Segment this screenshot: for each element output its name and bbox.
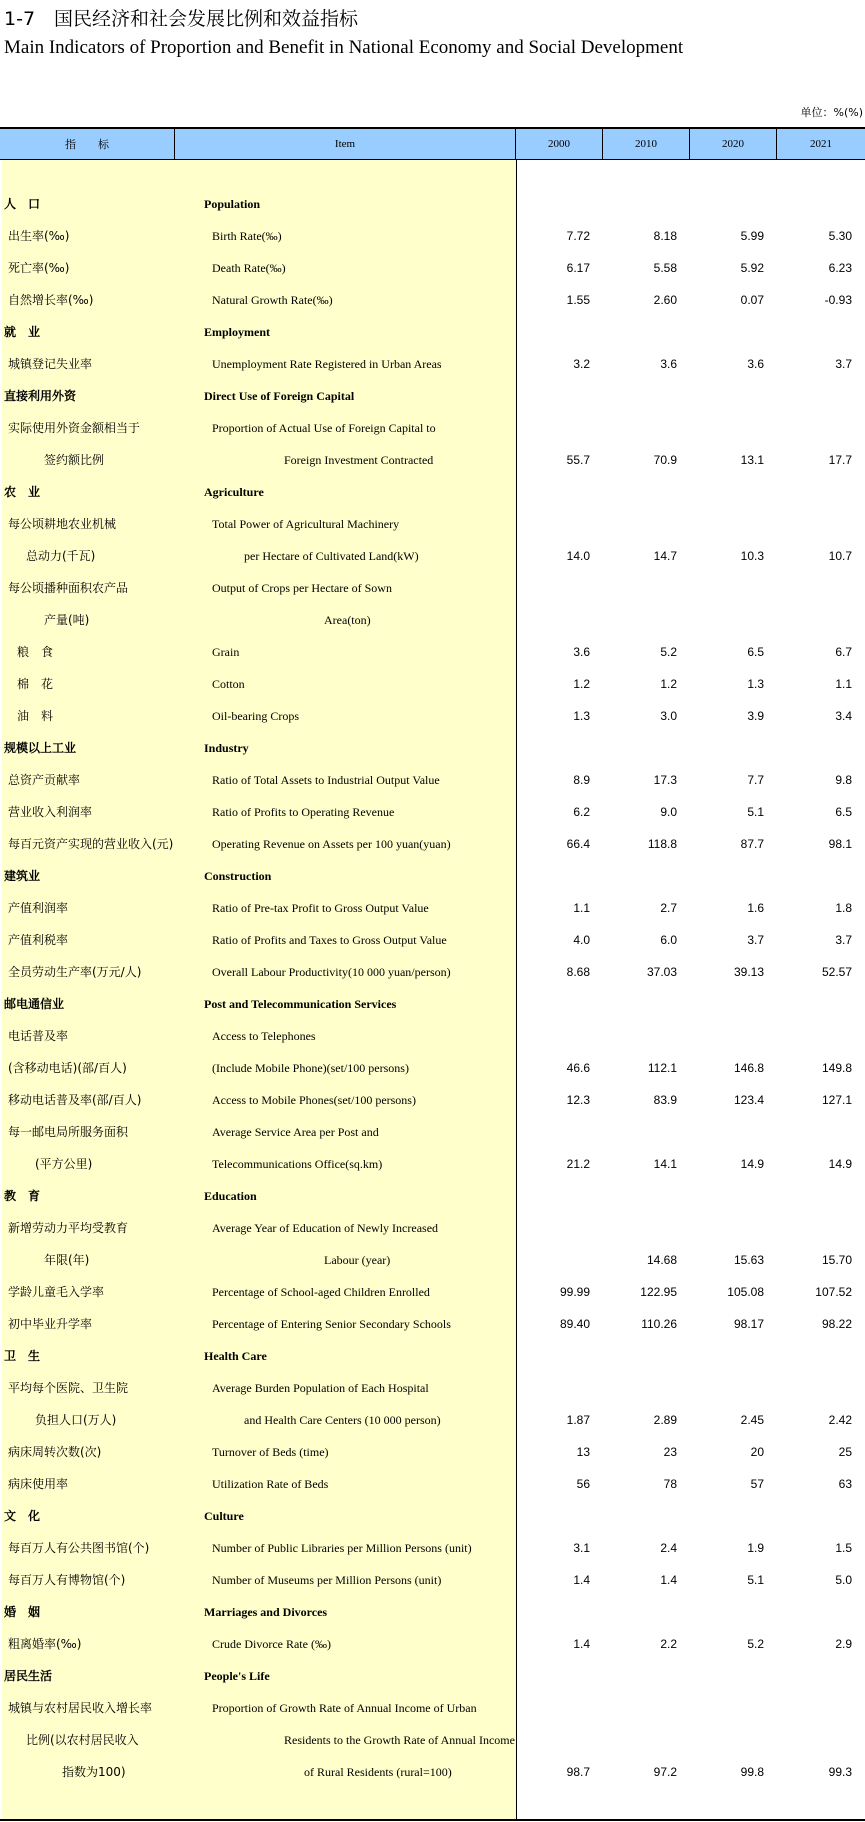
item-label-en: Proportion of Growth Rate of Annual Income of Urban: [212, 1701, 477, 1715]
value-2010: 112.1: [647, 1061, 677, 1075]
item-label-en: Percentage of School-aged Children Enrolled: [212, 1285, 430, 1299]
value-2020: 1.9: [747, 1541, 764, 1555]
value-2021: -0.93: [824, 293, 852, 307]
table-row: [0, 252, 865, 284]
item-label-en: Average Burden Population of Each Hospital: [212, 1381, 429, 1395]
indicator-label-cn: 签约额比例: [44, 453, 105, 467]
value-2010: 14.1: [653, 1157, 677, 1171]
item-label-en: (Include Mobile Phone)(set/100 persons): [212, 1061, 409, 1075]
value-2020: 3.6: [747, 357, 764, 371]
section-row: [0, 1180, 865, 1212]
indicator-label-cn: 总动力(千瓦): [26, 549, 96, 563]
table-row: [0, 1756, 865, 1788]
value-2020: 6.5: [747, 645, 764, 659]
table-row: [0, 1404, 865, 1436]
table-row: [0, 1020, 865, 1052]
header-year-2000: 2000: [516, 129, 603, 159]
value-2020: 105.08: [727, 1285, 764, 1299]
section-label-en: Post and Telecommunication Services: [204, 997, 397, 1011]
value-2021: 5.30: [828, 229, 852, 243]
header-year-2021: 2021: [777, 129, 865, 159]
item-label-en: Grain: [212, 645, 240, 659]
section-label-cn: 卫 生: [4, 1349, 41, 1363]
table-row: [0, 1372, 865, 1404]
value-2000: 14.0: [566, 549, 590, 563]
item-label-en: and Health Care Centers (10 000 person): [244, 1413, 441, 1427]
item-label-en: Birth Rate(‰): [212, 229, 282, 243]
table-row: [0, 828, 865, 860]
value-2000: 8.9: [573, 773, 590, 787]
value-2010: 97.2: [653, 1765, 677, 1779]
value-2020: 14.9: [740, 1157, 764, 1171]
value-2000: 99.99: [559, 1285, 590, 1299]
table-row: [0, 572, 865, 604]
value-2010: 2.60: [653, 293, 677, 307]
item-label-en: Area(ton): [324, 613, 371, 627]
value-2010: 70.9: [653, 453, 677, 467]
page-title-en: Main Indicators of Proportion and Benefit in National Economy and Social Development: [4, 37, 684, 58]
section-row: [0, 1596, 865, 1628]
table-row: [0, 1564, 865, 1596]
table-row: [0, 636, 865, 668]
item-label-en: Access to Mobile Phones(set/100 persons): [212, 1093, 416, 1107]
value-2021: 98.22: [821, 1317, 852, 1331]
value-2020: 5.1: [747, 805, 764, 819]
item-label-en: Ratio of Profits and Taxes to Gross Output Value: [212, 933, 447, 947]
value-2020: 146.8: [733, 1061, 764, 1075]
value-2020: 3.7: [747, 933, 764, 947]
value-2010: 6.0: [660, 933, 677, 947]
value-2021: 107.52: [815, 1285, 852, 1299]
value-2021: 1.1: [835, 677, 852, 691]
item-label-en: Number of Public Libraries per Million Persons (unit): [212, 1541, 472, 1555]
value-2000: 6.2: [573, 805, 590, 819]
indicator-label-cn: 自然增长率(‰): [8, 293, 94, 307]
section-label-en: Population: [204, 197, 261, 211]
item-label-en: Average Year of Education of Newly Increased: [212, 1221, 439, 1235]
section-label-cn: 农 业: [4, 485, 41, 499]
indicator-label-cn: 产值利润率: [8, 901, 69, 915]
value-2021: 52.57: [821, 965, 852, 979]
value-2021: 6.23: [828, 261, 852, 275]
item-label-en: Total Power of Agricultural Machinery: [212, 517, 400, 531]
value-2021: 6.7: [835, 645, 852, 659]
indicator-label-cn: 每公顷播种面积农产品: [8, 581, 129, 595]
table-header: [0, 127, 865, 160]
section-row: [0, 1500, 865, 1532]
value-2000: 8.68: [566, 965, 590, 979]
value-2010: 17.3: [653, 773, 677, 787]
table-row: [0, 1052, 865, 1084]
indicator-label-cn: 负担人口(万人): [35, 1413, 117, 1427]
indicator-label-cn: 总资产贡献率: [8, 773, 81, 787]
table-row: [0, 284, 865, 316]
section-row: [0, 988, 865, 1020]
value-2000: 1.4: [573, 1573, 590, 1587]
value-2021: 3.4: [835, 709, 852, 723]
value-2010: 14.7: [653, 549, 677, 563]
table-row: [0, 1244, 865, 1276]
section-label-cn: 人 口: [4, 197, 41, 211]
indicator-label-cn: 每百万人有公共图书馆(个): [8, 1541, 150, 1555]
section-row: [0, 1660, 865, 1692]
value-2020: 2.45: [740, 1413, 764, 1427]
item-label-en: per Hectare of Cultivated Land(kW): [244, 549, 419, 563]
section-label-cn: 教 育: [4, 1189, 41, 1203]
value-2021: 9.8: [835, 773, 852, 787]
indicator-label-cn: 新增劳动力平均受教育: [8, 1221, 129, 1235]
bottom-rule: [0, 1819, 865, 1821]
section-label-cn: 规模以上工业: [4, 741, 77, 755]
section-row: [0, 316, 865, 348]
indicator-label-cn: 营业收入利润率: [8, 805, 93, 819]
value-2000: 1.3: [573, 709, 590, 723]
indicator-label-cn: 粗离婚率(‰): [8, 1637, 82, 1651]
table-row: [0, 1436, 865, 1468]
value-2020: 5.2: [747, 1637, 764, 1651]
value-2000: 6.17: [566, 261, 590, 275]
table-row: [0, 1308, 865, 1340]
indicator-label-cn: 指数为100): [62, 1765, 126, 1779]
value-2020: 98.17: [733, 1317, 764, 1331]
value-2010: 118.8: [647, 837, 677, 851]
section-label-cn: 居民生活: [4, 1669, 53, 1683]
unit-label: 单位：%(%): [800, 106, 863, 119]
value-2021: 1.8: [835, 901, 852, 915]
value-2000: 1.1: [573, 901, 590, 915]
item-label-en: Ratio of Total Assets to Industrial Output Value: [212, 773, 440, 787]
item-label-en: Foreign Investment Contracted: [284, 453, 434, 467]
item-label-en: Number of Museums per Million Persons (unit): [212, 1573, 442, 1587]
value-2000: 12.3: [566, 1093, 590, 1107]
value-2010: 110.26: [641, 1317, 677, 1331]
page-title-cn: 1-7 国民经济和社会发展比例和效益指标: [4, 8, 359, 30]
value-2000: 1.4: [573, 1637, 590, 1651]
table-row: [0, 508, 865, 540]
value-2021: 6.5: [835, 805, 852, 819]
table-row: [0, 1276, 865, 1308]
value-2020: 10.3: [740, 549, 764, 563]
table-row: [0, 1212, 865, 1244]
table-row: [0, 444, 865, 476]
indicator-label-cn: 移动电话普及率(部/百人): [8, 1093, 142, 1107]
table-row: [0, 220, 865, 252]
table-row: [0, 1692, 865, 1724]
value-2000: 1.55: [566, 293, 590, 307]
item-label-en: Ratio of Profits to Operating Revenue: [212, 805, 395, 819]
indicator-label-cn: 平均每个医院、卫生院: [8, 1381, 129, 1395]
value-2020: 99.8: [740, 1765, 764, 1779]
section-label-en: Construction: [204, 869, 272, 883]
indicator-label-cn: 出生率(‰): [8, 229, 70, 243]
value-2020: 57: [750, 1477, 764, 1491]
value-2020: 5.99: [740, 229, 764, 243]
section-row: [0, 476, 865, 508]
item-label-en: Death Rate(‰): [212, 261, 286, 275]
indicator-label-cn: 电话普及率: [8, 1029, 69, 1043]
indicator-label-cn: 城镇登记失业率: [8, 357, 93, 371]
value-2010: 23: [663, 1445, 677, 1459]
item-label-en: of Rural Residents (rural=100): [304, 1765, 452, 1779]
value-2020: 15.63: [733, 1253, 764, 1267]
indicator-label-cn: 比例(以农村居民收入: [26, 1733, 139, 1747]
value-2021: 17.7: [828, 453, 852, 467]
table-row: [0, 1148, 865, 1180]
table-row: [0, 956, 865, 988]
indicator-label-cn: 棉 花: [17, 677, 54, 691]
value-2021: 99.3: [828, 1765, 852, 1779]
section-label-cn: 建筑业: [4, 869, 41, 883]
value-2021: 1.5: [835, 1541, 852, 1555]
table-row: [0, 1724, 865, 1756]
value-2010: 1.4: [660, 1573, 677, 1587]
value-2010: 1.2: [660, 677, 677, 691]
indicator-label-cn: (平方公里): [35, 1157, 93, 1171]
value-2021: 3.7: [835, 933, 852, 947]
table-row: [0, 412, 865, 444]
value-2021: 2.9: [835, 1637, 852, 1651]
table-row: [0, 700, 865, 732]
value-2020: 1.6: [747, 901, 764, 915]
value-2010: 5.2: [660, 645, 677, 659]
value-2021: 127.1: [821, 1093, 852, 1107]
indicator-label-cn: 全员劳动生产率(万元/人): [8, 965, 142, 979]
section-row: [0, 860, 865, 892]
table-row: [0, 1084, 865, 1116]
item-label-en: Crude Divorce Rate (‰): [212, 1637, 331, 1651]
indicator-label-cn: 年限(年): [44, 1253, 90, 1267]
section-label-en: Direct Use of Foreign Capital: [204, 389, 355, 403]
indicator-label-cn: 病床使用率: [8, 1477, 69, 1491]
value-2000: 46.6: [566, 1061, 590, 1075]
section-label-cn: 直接利用外资: [4, 389, 77, 403]
section-row: [0, 380, 865, 412]
value-2021: 98.1: [828, 837, 852, 851]
indicator-label-cn: 病床周转次数(次): [8, 1445, 102, 1459]
table-row: [0, 668, 865, 700]
indicator-label-cn: 初中毕业升学率: [8, 1317, 93, 1331]
item-label-en: Overall Labour Productivity(10 000 yuan/person): [212, 965, 451, 979]
value-2020: 5.92: [740, 261, 764, 275]
value-2000: 55.7: [566, 453, 590, 467]
item-label-en: Output of Crops per Hectare of Sown: [212, 581, 392, 595]
indicator-label-cn: 产值利税率: [8, 933, 69, 947]
value-2021: 5.0: [835, 1573, 852, 1587]
item-label-en: Access to Telephones: [212, 1029, 316, 1043]
table-row: [0, 924, 865, 956]
section-label-cn: 就 业: [4, 325, 41, 339]
value-2020: 1.3: [747, 677, 764, 691]
value-2021: 10.7: [828, 549, 852, 563]
table-row: [0, 1532, 865, 1564]
value-2010: 9.0: [660, 805, 677, 819]
indicator-label-cn: 死亡率(‰): [8, 261, 70, 275]
value-2010: 3.0: [660, 709, 677, 723]
value-2000: 13: [576, 1445, 590, 1459]
value-2020: 39.13: [733, 965, 764, 979]
value-2000: 3.1: [573, 1541, 590, 1555]
value-2000: 1.2: [573, 677, 590, 691]
table-row: [0, 764, 865, 796]
value-2000: 7.72: [566, 229, 590, 243]
value-2010: 8.18: [653, 229, 677, 243]
value-2000: 3.2: [573, 357, 590, 371]
value-2020: 123.4: [733, 1093, 764, 1107]
item-label-en: Residents to the Growth Rate of Annual Income: [284, 1733, 515, 1747]
value-2021: 63: [838, 1477, 852, 1491]
value-2010: 2.7: [660, 901, 677, 915]
value-2010: 2.4: [660, 1541, 677, 1555]
table-row: [0, 540, 865, 572]
table-row: [0, 348, 865, 380]
item-label-en: Cotton: [212, 677, 245, 691]
header-indicator: 指 标: [0, 129, 175, 159]
value-2021: 14.9: [828, 1157, 852, 1171]
value-2020: 13.1: [740, 453, 764, 467]
value-2020: 0.07: [740, 293, 764, 307]
indicator-label-cn: 产量(吨): [44, 613, 90, 627]
item-label-en: Operating Revenue on Assets per 100 yuan(yuan): [212, 837, 451, 851]
header-year-2010: 2010: [603, 129, 690, 159]
value-2000: 98.7: [566, 1765, 590, 1779]
value-2000: 4.0: [573, 933, 590, 947]
indicator-label-cn: 城镇与农村居民收入增长率: [8, 1701, 153, 1715]
indicator-label-cn: 实际使用外资金额相当于: [8, 421, 141, 435]
section-label-cn: 婚 姻: [4, 1605, 41, 1619]
indicator-label-cn: (含移动电话)(部/百人): [8, 1061, 127, 1075]
section-label-en: Agriculture: [204, 485, 264, 499]
item-label-en: Unemployment Rate Registered in Urban Areas: [212, 357, 442, 371]
indicator-label-cn: 每百元资产实现的营业收入(元): [8, 837, 174, 851]
table-row: [0, 1116, 865, 1148]
section-label-en: Health Care: [204, 1349, 267, 1363]
value-2020: 5.1: [747, 1573, 764, 1587]
value-2021: 3.7: [835, 357, 852, 371]
indicator-label-cn: 油 料: [17, 709, 54, 723]
header-item: Item: [175, 129, 516, 159]
table-row: [0, 604, 865, 636]
value-2010: 122.95: [640, 1285, 677, 1299]
section-label-en: Education: [204, 1189, 257, 1203]
header-year-2020: 2020: [690, 129, 777, 159]
value-2000: 89.40: [559, 1317, 590, 1331]
indicator-label-cn: 每一邮电局所服务面积: [8, 1125, 129, 1139]
value-2000: 66.4: [566, 837, 590, 851]
section-row: [0, 1340, 865, 1372]
value-2010: 2.2: [660, 1637, 677, 1651]
value-2021: 25: [838, 1445, 852, 1459]
value-2010: 78: [663, 1477, 677, 1491]
value-2010: 37.03: [646, 965, 677, 979]
value-2000: 21.2: [566, 1157, 590, 1171]
value-2010: 5.58: [653, 261, 677, 275]
value-2021: 149.8: [821, 1061, 852, 1075]
section-row: [0, 732, 865, 764]
value-2020: 3.9: [747, 709, 764, 723]
item-label-en: Ratio of Pre-tax Profit to Gross Output Value: [212, 901, 429, 915]
value-2000: 56: [576, 1477, 590, 1491]
value-2010: 14.68: [646, 1253, 677, 1267]
item-label-en: Proportion of Actual Use of Foreign Capital to: [212, 421, 436, 435]
table-row: [0, 892, 865, 924]
table-row: [0, 1628, 865, 1660]
item-label-en: Utilization Rate of Beds: [212, 1477, 329, 1491]
section-label-cn: 文 化: [4, 1509, 41, 1523]
value-2000: 3.6: [573, 645, 590, 659]
value-2010: 2.89: [653, 1413, 677, 1427]
item-label-en: Natural Growth Rate(‰): [212, 293, 333, 307]
indicator-label-cn: 每公顷耕地农业机械: [8, 517, 117, 531]
item-label-en: Labour (year): [324, 1253, 391, 1267]
value-2020: 7.7: [747, 773, 764, 787]
item-label-en: Telecommunications Office(sq.km): [212, 1157, 383, 1171]
value-2020: 20: [750, 1445, 764, 1459]
value-2010: 3.6: [660, 357, 677, 371]
indicator-label-cn: 每百万人有博物馆(个): [8, 1573, 126, 1587]
table-row: [0, 1468, 865, 1500]
item-label-en: Turnover of Beds (time): [212, 1445, 329, 1459]
value-2021: 15.70: [821, 1253, 852, 1267]
section-label-en: Culture: [204, 1509, 244, 1523]
table-row: [0, 796, 865, 828]
value-2000: 1.87: [566, 1413, 590, 1427]
value-2010: 83.9: [653, 1093, 677, 1107]
value-2020: 87.7: [740, 837, 764, 851]
section-label-en: Industry: [204, 741, 249, 755]
item-label-en: Percentage of Entering Senior Secondary Schools: [212, 1317, 451, 1331]
value-2021: 2.42: [828, 1413, 852, 1427]
section-label-en: Marriages and Divorces: [204, 1605, 328, 1619]
section-label-en: People's Life: [204, 1669, 270, 1683]
section-label-cn: 邮电通信业: [4, 997, 65, 1011]
indicator-label-cn: 学龄儿童毛入学率: [8, 1285, 105, 1299]
section-row: [0, 188, 865, 220]
item-label-en: Oil-bearing Crops: [212, 709, 299, 723]
indicator-label-cn: 粮 食: [17, 645, 54, 659]
item-label-en: Average Service Area per Post and: [212, 1125, 379, 1139]
section-label-en: Employment: [204, 325, 270, 339]
